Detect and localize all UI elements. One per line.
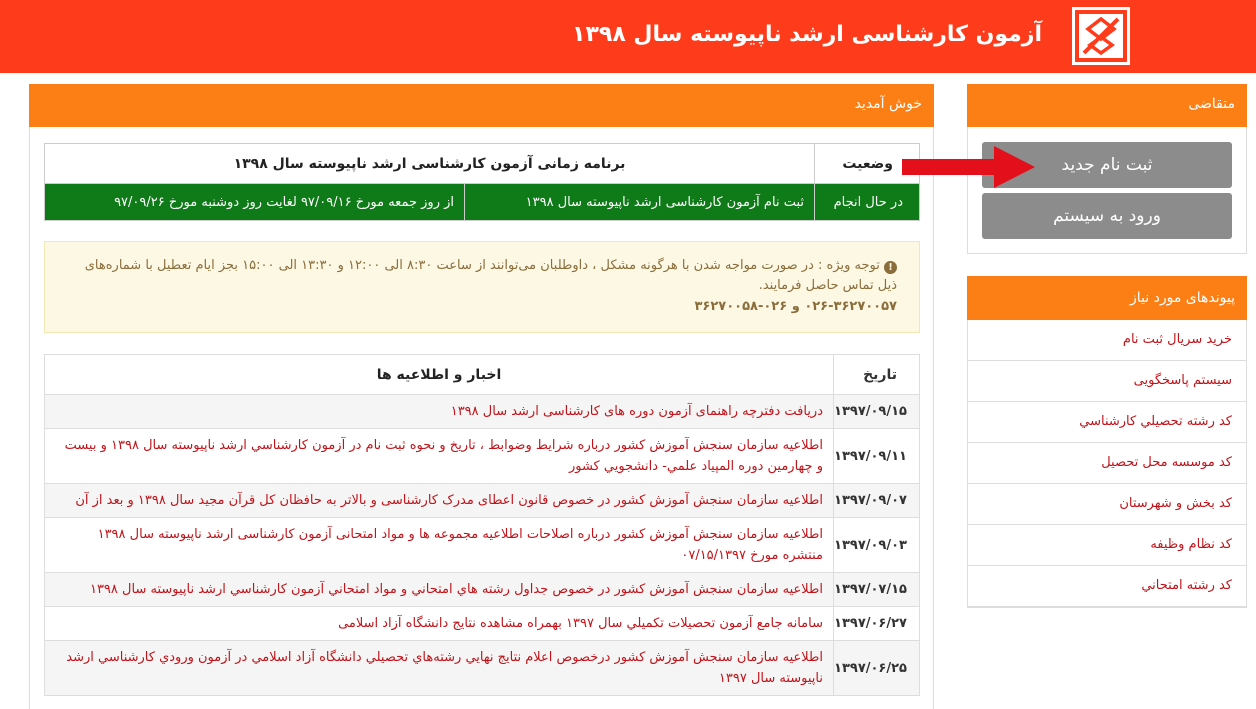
news-date: ۱۳۹۷/۰۹/۱۱: [834, 429, 920, 484]
info-icon: !: [884, 261, 897, 274]
news-link[interactable]: اطلاعیه سازمان سنجش آموزش کشور درباره شرایط وضوابط ، تاریخ و نحوه ثبت نام در آزمون کارشناسي ارشد ناپیوسته سال ۱۳۹۸ و بیست و چهارمین دوره المپیاد علمي- دانشجويي کشور: [45, 429, 834, 484]
news-date: ۱۳۹۷/۰۹/۰۷: [834, 484, 920, 518]
schedule-header-row: [45, 144, 920, 184]
red-arrow-icon: [902, 146, 1037, 188]
schedule-table: [44, 143, 920, 221]
news-link[interactable]: دریافت دفترچه راهنمای آزمون دوره های کارشناسی ارشد سال ۱۳۹۸: [45, 395, 834, 429]
news-row: [45, 607, 920, 641]
login-button[interactable]: ورود به سیستم: [982, 193, 1232, 239]
news-date: ۱۳۹۷/۰۹/۰۳: [834, 518, 920, 573]
news-date: ۱۳۹۷/۰۷/۱۵: [834, 573, 920, 607]
notice-text: توجه ویژه : در صورت مواجه شدن با هرگونه مشکل ، داوطلبان می‌توانند از ساعت ۸:۳۰ الی ۱۲:۰۰ و ۱۳:۳۰ الی ۱۵:۰۰ بجز ایام تعطیل با شماره‌های ذیل تماس حاصل فرمایند.: [84, 258, 897, 293]
news-date: ۱۳۹۷/۰۶/۲۷: [834, 607, 920, 641]
register-button[interactable]: ثبت نام جدید: [982, 142, 1232, 188]
news-row: [45, 641, 920, 696]
news-row: [45, 518, 920, 573]
news-col-date: تاریخ: [834, 355, 920, 395]
news-link[interactable]: اطلاعیه سازمان سنجش آموزش کشور در خصوص قانون اعطای مدرک کارشناسی و بالاتر به حافظان کل قرآن مجید سال ۱۳۹۸ و بعد از آن: [45, 484, 834, 518]
sidebar-link[interactable]: سیستم پاسخگویی: [968, 361, 1246, 402]
notice-phones: ۰۲۶-۳۶۲۷۰۰۵۷ و ۰۲۶-۳۶۲۷۰۰۵۸: [694, 299, 897, 314]
news-row: [45, 484, 920, 518]
schedule-activity: ثبت نام آزمون کارشناسی ارشد ناپیوسته سال ۱۳۹۸: [465, 184, 815, 221]
sidebar-link[interactable]: کد نظام وظیفه: [968, 525, 1246, 566]
sidebar-link[interactable]: خرید سریال ثبت نام: [968, 320, 1246, 361]
news-date: ۱۳۹۷/۰۶/۲۵: [834, 641, 920, 696]
news-row: [45, 395, 920, 429]
sidebar-link[interactable]: کد رشته امتحاني: [968, 566, 1246, 607]
links-list: [967, 320, 1247, 608]
logo-icon: [1074, 9, 1128, 63]
news-date: ۱۳۹۷/۰۹/۱۵: [834, 395, 920, 429]
page-title: آزمون کارشناسی ارشد ناپیوسته سال ۱۳۹۸: [572, 22, 1042, 47]
news-row: [45, 573, 920, 607]
news-col-title: اخبار و اطلاعیه ها: [45, 355, 834, 395]
news-link[interactable]: اطلاعیه سازمان سنجش آموزش کشور درباره اصلاحات اطلاعیه مجموعه ها و مواد امتحانی آزمون کارشناسی ارشد ناپیوسته سال ۱۳۹۸ منتشره مورخ ۰۷/۱۵/۱۳۹۷: [45, 518, 834, 573]
news-header-row: [45, 355, 920, 395]
sidebar-link[interactable]: کد موسسه محل تحصیل: [968, 443, 1246, 484]
sidebar-link[interactable]: کد رشته تحصيلي کارشناسي: [968, 402, 1246, 443]
schedule-period: از روز جمعه مورخ ۹۷/۰۹/۱۶ لغایت روز دوشنبه مورخ ۹۷/۰۹/۲۶: [45, 184, 465, 221]
schedule-col-status: وضعیت: [815, 144, 920, 184]
schedule-row: [45, 184, 920, 221]
news-link[interactable]: سامانه جامع آزمون تحصیلات تکمیلي سال ۱۳۹۷ بهمراه مشاهده نتایج دانشگاه آزاد اسلامی: [45, 607, 834, 641]
sidebar-link[interactable]: کد بخش و شهرستان: [968, 484, 1246, 525]
schedule-status: در حال انجام: [815, 184, 920, 221]
schedule-col-program: برنامه زمانی آزمون کارشناسی ارشد ناپیوسته سال ۱۳۹۸: [45, 144, 815, 184]
news-link[interactable]: اطلاعیه سازمان سنجش آموزش کشور درخصوص اعلام نتايج نهايي رشته‌هاي تحصيلي دانشگاه آزاد اسلامي در آزمون ورودي كارشناسي ارشد ناپيوسته سال ۱۳۹۷: [45, 641, 834, 696]
news-row: [45, 429, 920, 484]
news-link[interactable]: اطلاعیه سازمان سنجش آموزش کشور در خصوص جداول رشته هاي امتحاني و مواد امتحاني آزمون کارشناسي ارشد ناپیوسته سال ۱۳۹۸: [45, 573, 834, 607]
welcome-heading: خوش آمدید: [29, 84, 934, 127]
links-heading: پیوندهای مورد نیاز: [967, 276, 1247, 320]
news-table: [44, 354, 920, 696]
site-logo[interactable]: [1072, 7, 1130, 65]
notice-alert: [44, 241, 920, 333]
site-header: [0, 0, 1256, 73]
applicant-heading: متقاضی: [967, 84, 1247, 127]
